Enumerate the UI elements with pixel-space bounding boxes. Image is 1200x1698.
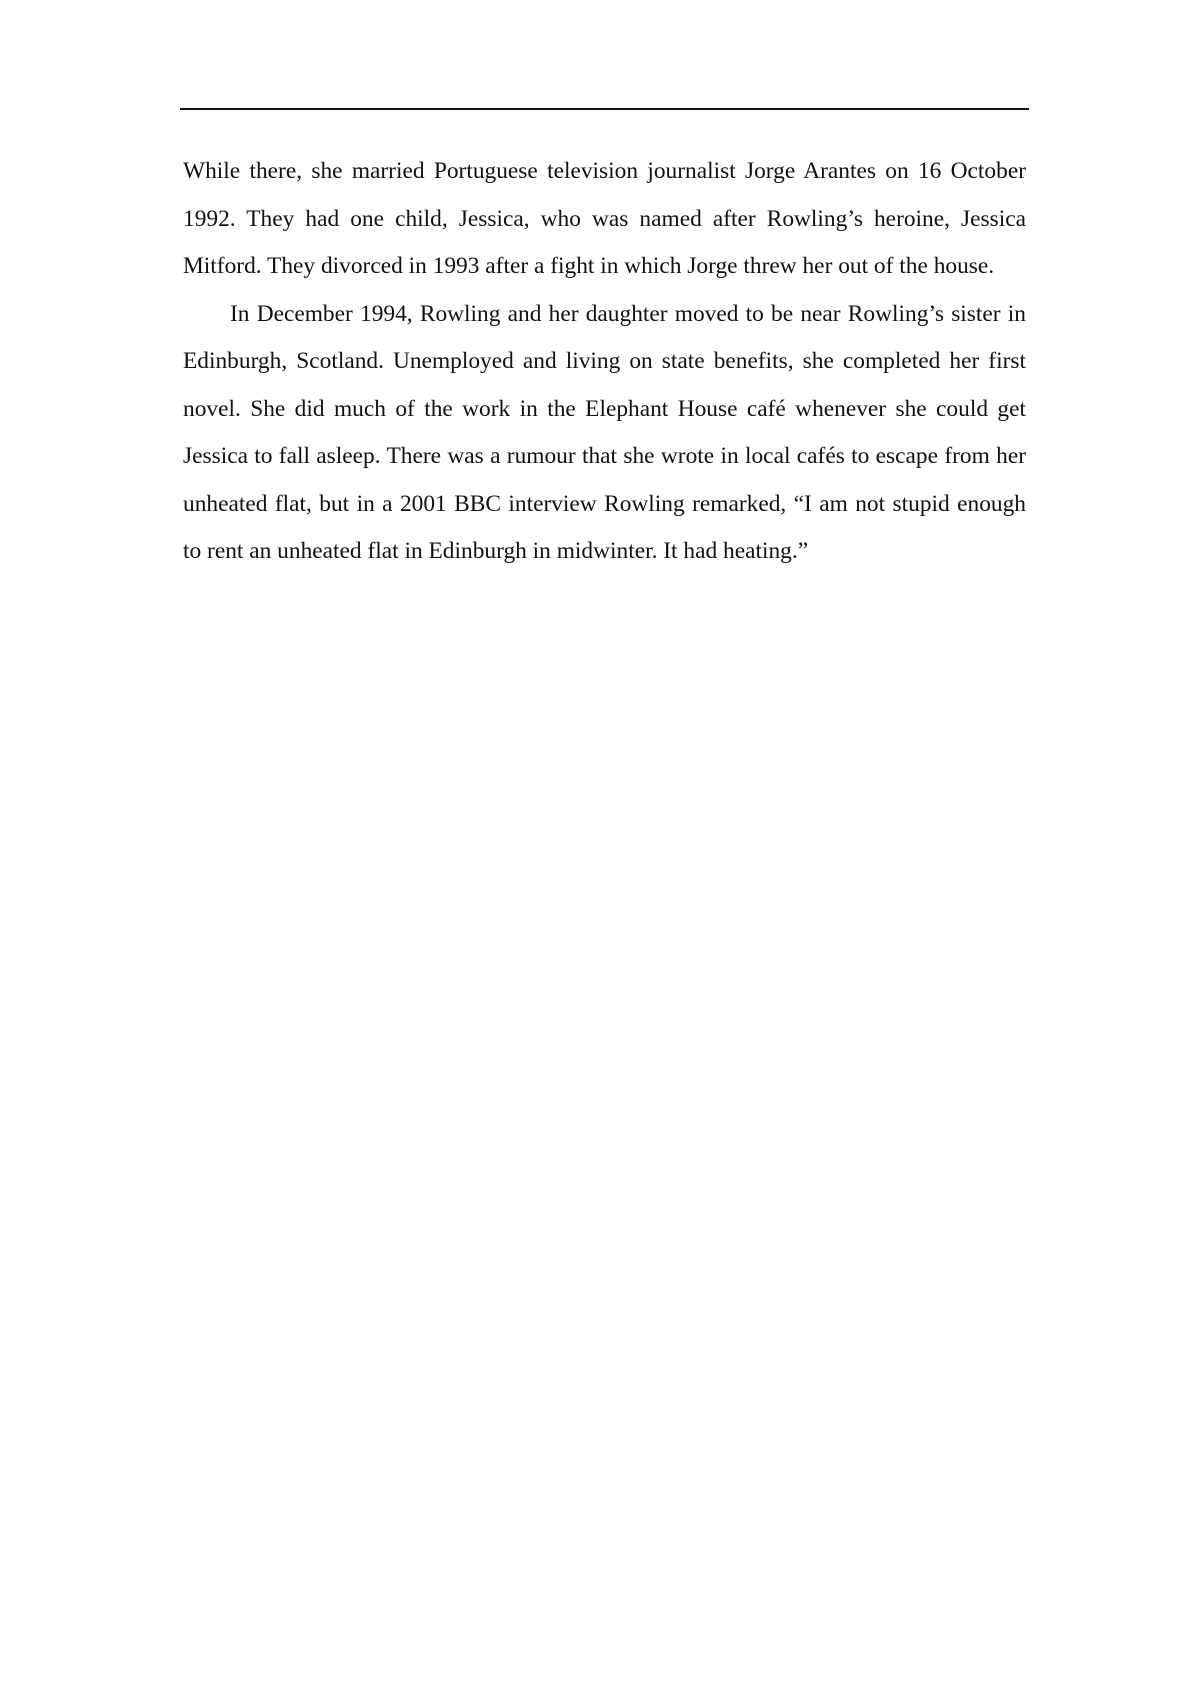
body-text <box>183 148 1026 576</box>
header-rule <box>180 108 1029 110</box>
paragraph-1: While there, she married Portuguese television journalist Jorge Arantes on 16 October 1992. They had one child, Jessica, who was named after Rowling’s heroine, Jessica Mitford. They divorced in 1993 after a fight in which Jorge threw her out of the house. <box>183 158 1026 279</box>
paragraph-2: In December 1994, Rowling and her daughter moved to be near Rowling’s sister in Edinburgh, Scotland. Unemployed and living on state benefits, she completed her first novel. She did much of the work in the Elephant House café whenever she could get Jessica to fall asleep. There was a rumour that she wrote in local cafés to escape from her unheated flat, but in a 2001 BBC interview Rowling remarked, “I am not stupid enough to rent an unheated flat in Edinburgh in midwinter. It had heating.” <box>183 300 1026 564</box>
